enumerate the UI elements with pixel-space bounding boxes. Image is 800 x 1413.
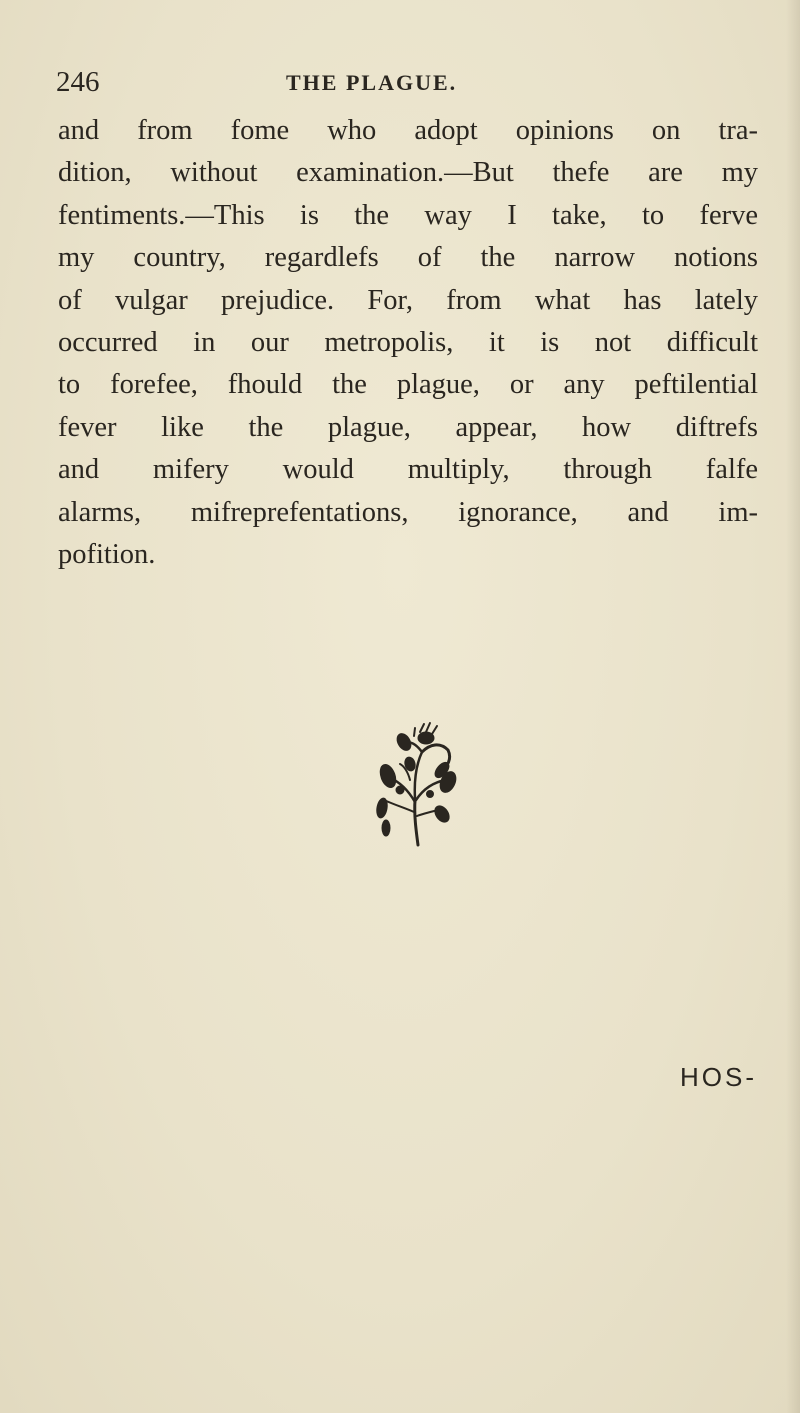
text-line: and mifery would multiply, through falfe	[58, 454, 758, 486]
floral-tailpiece-icon	[360, 720, 470, 850]
text-line: fentiments.—This is the way I take, to ferve	[58, 199, 758, 231]
text-line: of vulgar prejudice. For, from what has lately	[58, 284, 758, 316]
body-paragraph	[58, 110, 758, 576]
text-line: pofition.	[58, 539, 156, 571]
catchword: HOS-	[680, 1062, 757, 1092]
text-line: my country, regardlefs of the narrow notions	[58, 242, 758, 274]
text-line: dition, without examination.—But thefe are my	[58, 157, 758, 189]
page-number: 246	[56, 66, 100, 98]
text-line: fever like the plague, appear, how diftrefs	[58, 411, 758, 443]
text-line: alarms, mifreprefentations, ignorance, and im-	[58, 496, 758, 528]
text-line: to forefee, fhould the plague, or any peftilential	[58, 369, 758, 401]
running-head	[56, 62, 746, 102]
page-edge-shadow	[786, 0, 800, 1413]
running-title: THE PLAGUE.	[286, 70, 458, 95]
text-line: and from fome who adopt opinions on tra-	[58, 115, 758, 146]
text-line: occurred in our metropolis, it is not difficult	[58, 327, 758, 359]
